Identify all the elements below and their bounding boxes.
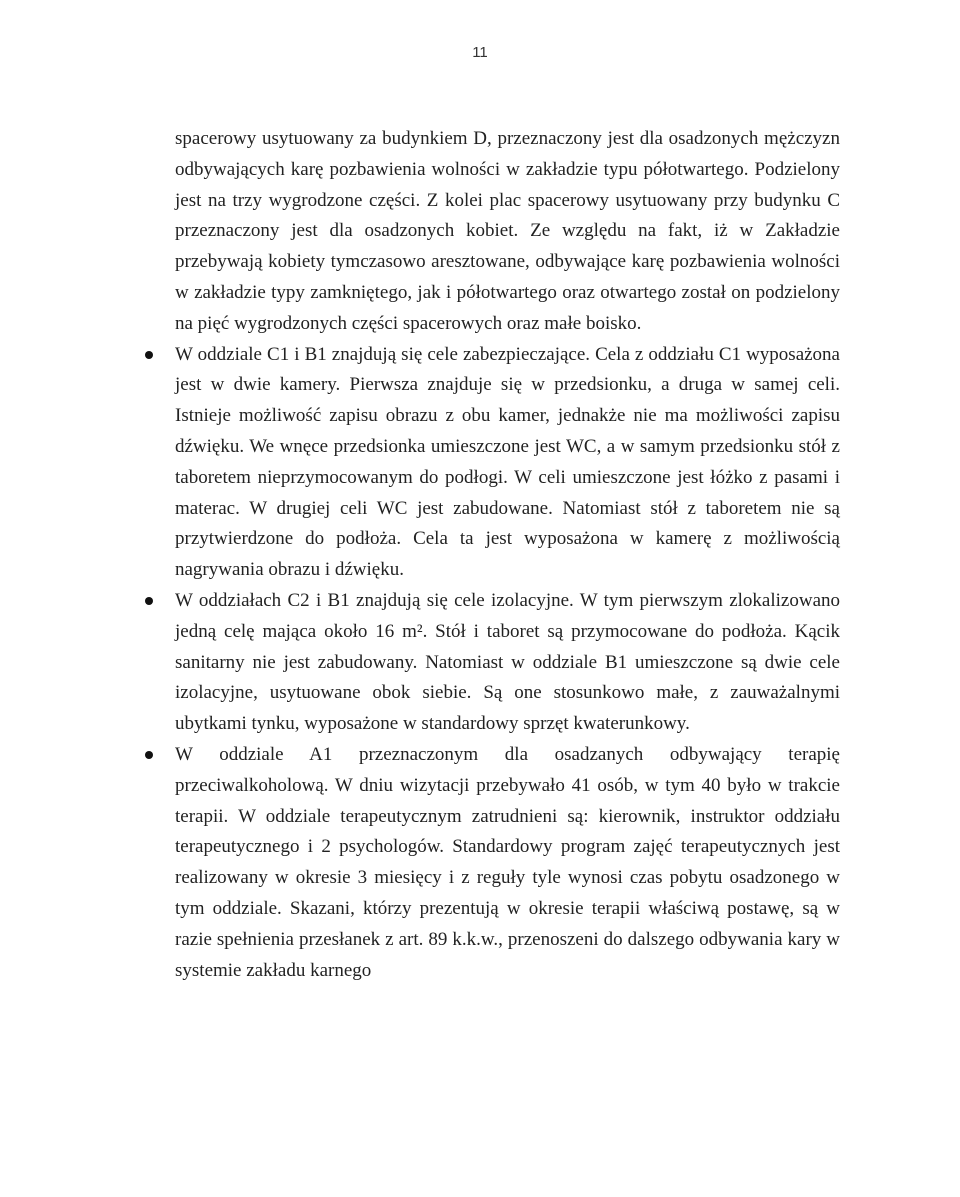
bullet-item-cele-zabezpieczajace: [175, 340, 840, 586]
intro-paragraph: spacerowy usytuowany za budynkiem D, przeznaczony jest dla osadzonych mężczyzn odbywających karę pozbawienia wolności w zakładzie typu półotwartego. Podzielony jest na trzy wygrodzone części. Z kolei plac spacerowy usytuowany przy budynku C przeznaczony jest dla osadzonych kobiet. Ze względu na fakt, iż w Zakładzie przebywają kobiety tymczasowo aresztowane, odbywające karę pozbawienia wolności w zakładzie typy zamkniętego, jak i półotwartego oraz otwartego został on podzielony na pięć wygrodzonych części spacerowych oraz małe boisko.: [175, 128, 840, 334]
bullet-item-cele-izolacyjne: [175, 586, 840, 740]
bullet-item-oddzial-terapeutyczny: [175, 740, 840, 986]
bullet-icon: [145, 751, 153, 759]
bullet-icon: [145, 351, 153, 359]
bullet-text: W oddziale C1 i B1 znajdują się cele zabezpieczające. Cela z oddziału C1 wyposażona jest w dwie kamery. Pierwsza znajduje się w przedsionku, a druga w samej celi. Istnieje możliwość zapisu obrazu z obu kamer, jednakże nie ma możliwości zapisu dźwięku. We wnęce przedsionka umieszczone jest WC, a w samym przedsionku stół z taboretem nieprzymocowanym do podłogi. W celi umieszczone jest łóżko z pasami i materac. W drugiej celi WC jest zabudowane. Natomiast stół z taboretem nie są przytwierdzone do podłoża. Cela ta jest wyposażona w kamerę z możliwością nagrywania obrazu i dźwięku.: [175, 343, 840, 581]
document-body: [175, 124, 840, 986]
bullet-text: W oddziałach C2 i B1 znajdują się cele izolacyjne. W tym pierwszym zlokalizowano jedną celę mająca około 16 m². Stół i taboret są przymocowane do podłoża. Kącik sanitarny nie jest zabudowany. Natomiast w oddziale B1 umieszczone są dwie cele izolacyjne, usytuowane obok siebie. Są one stosunkowo małe, z zauważalnymi ubytkami tynku, wyposażone w standardowy sprzęt kwaterunkowy.: [175, 589, 840, 735]
bullet-list: [175, 340, 840, 987]
bullet-text: W oddziale A1 przeznaczonym dla osadzanych odbywający terapię przeciwalkoholową. W dniu wizytacji przebywało 41 osób, w tym 40 było w trakcie terapii. W oddziale terapeutycznym zatrudnieni są: kierownik, instruktor oddziału terapeutycznego i 2 psychologów. Standardowy program zajęć terapeutycznych jest realizowany w okresie 3 miesięcy i z reguły tyle wynosi czas pobytu osadzonego w tym oddziale. Skazani, którzy prezentują w okresie terapii właściwą postawę, są w razie spełnienia przesłanek z art. 89 k.k.w., przenoszeni do dalszego odbywania kary w systemie zakładu karnego: [175, 743, 840, 981]
bullet-icon: [145, 597, 153, 605]
page-number: 11: [472, 44, 488, 61]
